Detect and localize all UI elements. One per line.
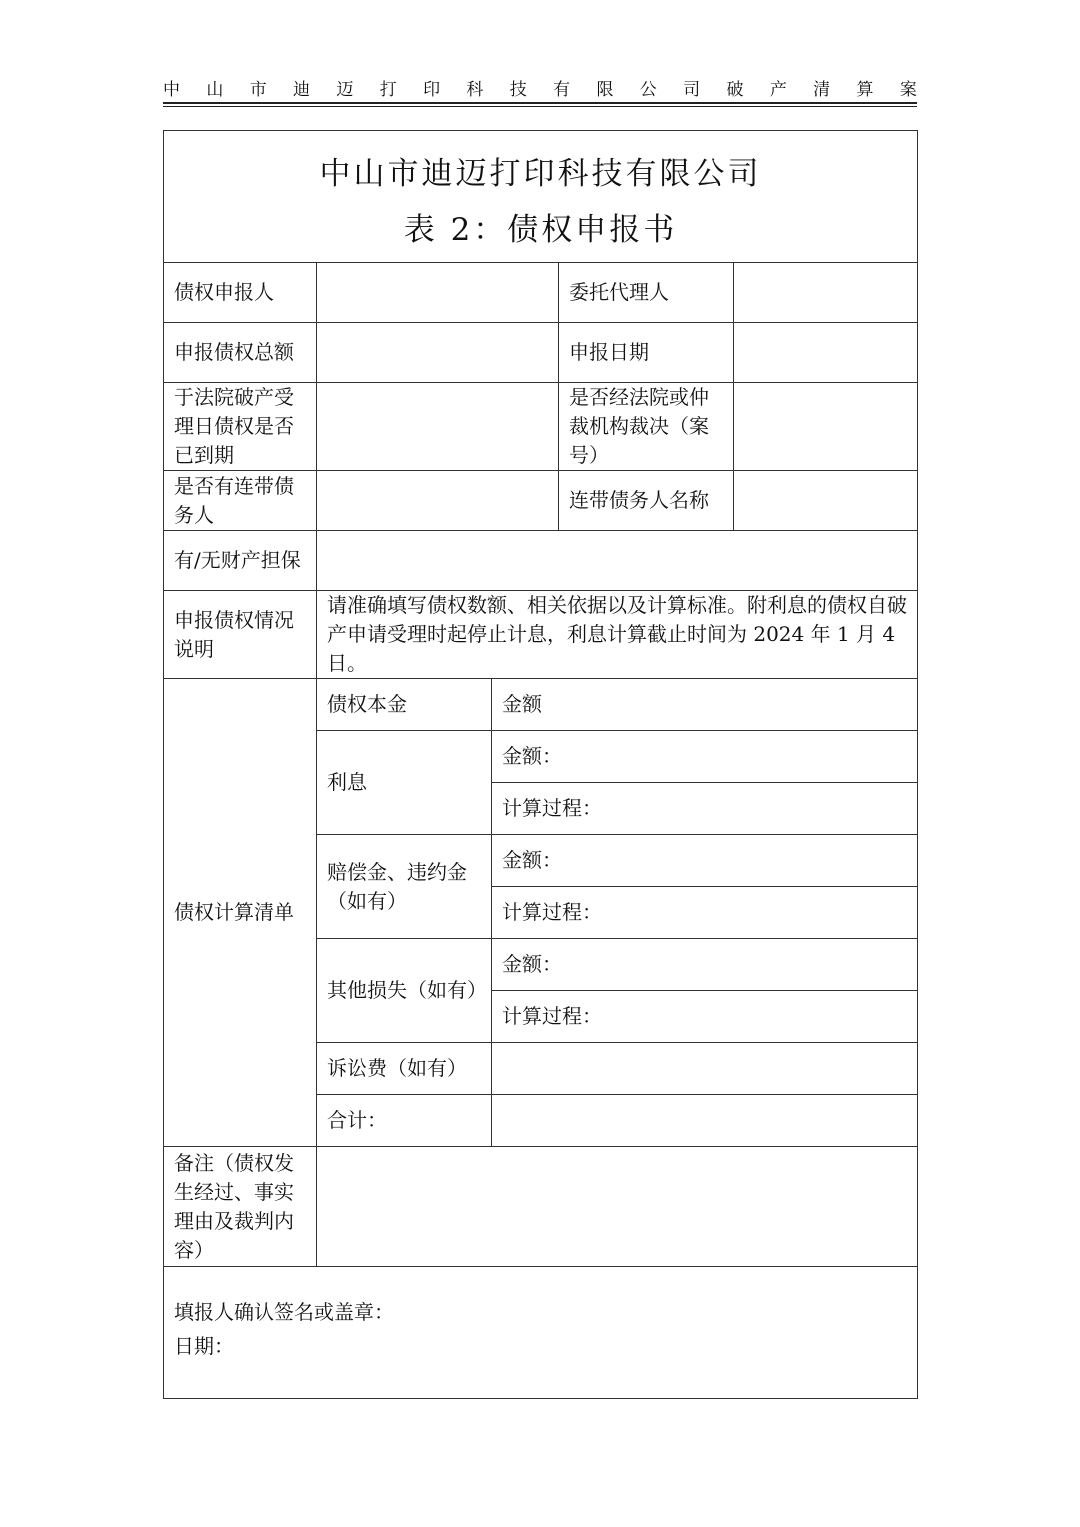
form-title-cell — [164, 131, 918, 263]
other-loss-process[interactable]: 计算过程： — [492, 991, 918, 1043]
header-char: 司 — [683, 79, 701, 100]
signature-label: 填报人确认签名或盖章： — [174, 1300, 394, 1324]
header-char: 打 — [379, 79, 397, 100]
ruling-field[interactable] — [734, 383, 918, 471]
due-status-field[interactable] — [317, 383, 559, 471]
compensation-amount[interactable]: 金额： — [492, 835, 918, 887]
header-char: 技 — [509, 79, 527, 100]
header-char: 限 — [596, 79, 614, 100]
joint-debtor-field[interactable] — [317, 471, 559, 531]
principal-amount[interactable]: 金额 — [492, 679, 918, 731]
joint-debtor-name-field[interactable] — [734, 471, 918, 531]
header-char: 清 — [813, 79, 831, 100]
header-char: 有 — [553, 79, 571, 100]
header-char: 印 — [423, 79, 441, 100]
header-char: 山 — [206, 79, 224, 100]
declare-date-field[interactable] — [734, 323, 918, 383]
principal-label: 债权本金 — [317, 679, 492, 731]
header-char: 案 — [899, 79, 917, 100]
header-char: 迪 — [293, 79, 311, 100]
compensation-label: 赔偿金、违约金（如有） — [317, 835, 492, 939]
litigation-fee-label: 诉讼费（如有） — [317, 1043, 492, 1095]
joint-debtor-label: 是否有连带债务人 — [164, 471, 317, 531]
header-char: 算 — [856, 79, 874, 100]
signature-area[interactable] — [164, 1267, 918, 1399]
header-char: 破 — [726, 79, 744, 100]
joint-debtor-name-label: 连带债务人名称 — [559, 471, 734, 531]
total-amount-label: 申报债权总额 — [164, 323, 317, 383]
declare-date-label: 申报日期 — [559, 323, 734, 383]
form-title-company: 中山市迪迈打印科技有限公司 — [319, 155, 762, 192]
total-amount-field[interactable] — [317, 323, 559, 383]
header-char: 迈 — [336, 79, 354, 100]
total-field[interactable] — [492, 1095, 918, 1147]
header-divider-thin — [163, 106, 917, 107]
litigation-fee-field[interactable] — [492, 1043, 918, 1095]
claim-declaration-form — [163, 130, 918, 1399]
header-char: 市 — [249, 79, 267, 100]
header-char: 产 — [769, 79, 787, 100]
guarantee-label: 有/无财产担保 — [164, 531, 317, 591]
header-char: 科 — [466, 79, 484, 100]
creditor-field[interactable] — [317, 263, 559, 323]
other-loss-amount[interactable]: 金额： — [492, 939, 918, 991]
agent-label: 委托代理人 — [559, 263, 734, 323]
total-label: 合计： — [317, 1095, 492, 1147]
creditor-label: 债权申报人 — [164, 263, 317, 323]
claim-explain-label: 申报债权情况说明 — [164, 591, 317, 679]
form-title: 表 2：债权申报书 — [403, 211, 678, 248]
guarantee-field[interactable] — [317, 531, 918, 591]
compensation-process[interactable]: 计算过程： — [492, 887, 918, 939]
remarks-field[interactable] — [317, 1147, 918, 1267]
due-status-label: 于法院破产受理日债权是否已到期 — [164, 383, 317, 471]
remarks-label: 备注（债权发生经过、事实理由及裁判内容） — [164, 1147, 317, 1267]
header-divider-thick — [163, 102, 917, 104]
agent-field[interactable] — [734, 263, 918, 323]
other-loss-label: 其他损失（如有） — [317, 939, 492, 1043]
claim-explain-text: 请准确填写债权数额、相关依据以及计算标准。附利息的债权自破产申请受理时起停止计息，利息计算截止时间为 2024 年 1 月 4 日。 — [317, 591, 918, 679]
interest-label: 利息 — [317, 731, 492, 835]
interest-amount[interactable]: 金额： — [492, 731, 918, 783]
header-char: 中 — [163, 79, 180, 100]
ruling-label: 是否经法院或仲裁机构裁决（案号） — [559, 383, 734, 471]
page-header — [163, 74, 917, 100]
interest-process[interactable]: 计算过程： — [492, 783, 918, 835]
calc-list-label: 债权计算清单 — [164, 679, 317, 1147]
signature-date-label: 日期： — [174, 1334, 234, 1358]
header-char: 公 — [639, 79, 657, 100]
